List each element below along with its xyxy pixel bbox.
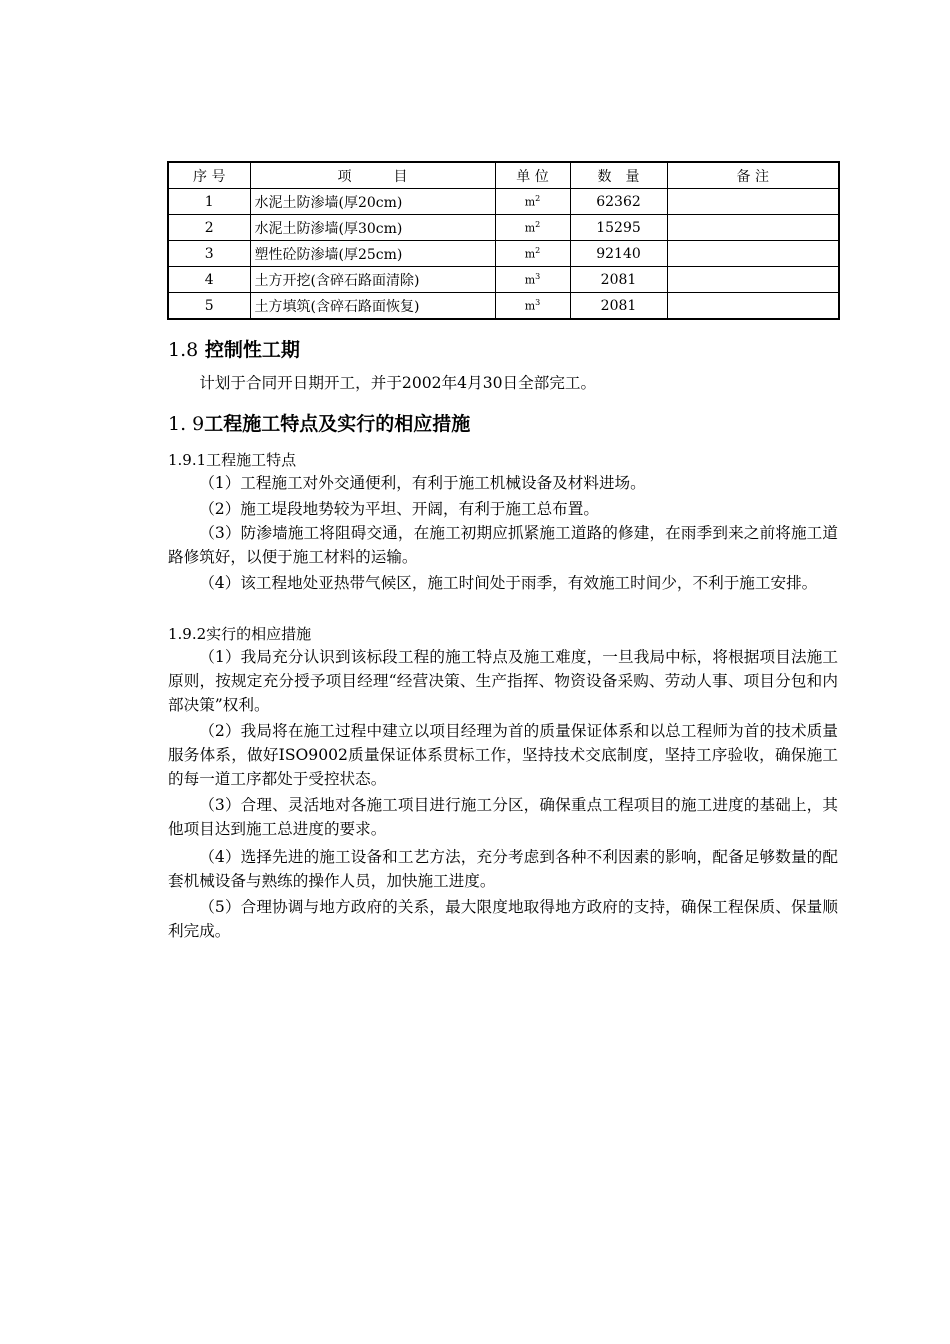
feature-paragraph: （3）防渗墙施工将阻碍交通，在施工初期应抓紧施工道路的修建，在雨季到来之前将施工道路修筑好，以便于施工材料的运输。 <box>168 524 838 566</box>
feature-paragraph: （1）工程施工对外交通便利，有利于施工机械设备及材料进场。 <box>199 474 646 492</box>
section-number: 1.8 <box>168 339 199 361</box>
table-row <box>168 241 839 267</box>
cell-note <box>667 241 839 267</box>
header-note: 备 注 <box>667 162 839 189</box>
schedule-paragraph: 计划于合同开日期开工，并于2002年4月30日全部完工。 <box>199 374 597 392</box>
section-title: 工程施工特点及实行的相应措施 <box>204 413 471 435</box>
cell-item: 土方填筑(含碎石路面恢复) <box>250 293 495 320</box>
cell-unit: $m^3$ <box>495 267 570 293</box>
measure-paragraph: （4）选择先进的施工设备和工艺方法，充分考虑到各种不利因素的影响，配备足够数量的配套机械设备与熟练的操作人员，加快施工进度。 <box>168 848 838 890</box>
cell-unit: $m^2$ <box>495 241 570 267</box>
measure-paragraph: （5）合理协调与地方政府的关系，最大限度地取得地方政府的支持，确保工程保质、保量顺利完成。 <box>168 898 838 940</box>
measure-paragraph: （3）合理、灵活地对各施工项目进行施工分区，确保重点工程项目的施工进度的基础上，其他项目达到施工总进度的要求。 <box>168 796 838 838</box>
header-unit: 单 位 <box>495 162 570 189</box>
cell-no: 4 <box>168 267 250 293</box>
header-no: 序 号 <box>168 162 250 189</box>
header-item: 项 目 <box>250 162 495 189</box>
cell-item: 土方开挖(含碎石路面清除) <box>250 267 495 293</box>
cell-item: 塑性砼防渗墙(厚25cm) <box>250 241 495 267</box>
cell-qty: 62362 <box>570 189 667 215</box>
cell-item: 水泥土防渗墙(厚20cm) <box>250 189 495 215</box>
table-row <box>168 189 839 215</box>
cell-item: 水泥土防渗墙(厚30cm) <box>250 215 495 241</box>
table-row <box>168 267 839 293</box>
cell-no: 5 <box>168 293 250 320</box>
table-row <box>168 293 839 320</box>
section-heading-1-8 <box>168 335 300 362</box>
feature-paragraph: （4）该工程地处亚热带气候区，施工时间处于雨季，有效施工时间少，不利于施工安排。 <box>199 574 818 592</box>
cell-no: 3 <box>168 241 250 267</box>
cell-note <box>667 267 839 293</box>
cell-unit: $m^2$ <box>495 215 570 241</box>
cell-note <box>667 189 839 215</box>
measure-paragraph: （1）我局充分认识到该标段工程的施工特点及施工难度，一旦我局中标，将根据项目法施工原则，按规定充分授予项目经理“经营决策、生产指挥、物资设备采购、劳动人事、项目分包和内部决策”权利。 <box>168 648 838 714</box>
cell-qty: 2081 <box>570 293 667 320</box>
cell-no: 2 <box>168 215 250 241</box>
header-qty: 数 量 <box>570 162 667 189</box>
cell-qty: 92140 <box>570 241 667 267</box>
table-row <box>168 215 839 241</box>
section-number: 1. 9 <box>168 413 205 435</box>
feature-paragraph: （2）施工堤段地势较为平坦、开阔，有利于施工总布置。 <box>199 500 599 518</box>
quantity-table <box>167 161 840 320</box>
measure-paragraph: （2）我局将在施工过程中建立以项目经理为首的质量保证体系和以总工程师为首的技术质量服务体系，做好ISO9002质量保证体系贯标工作，坚持技术交底制度，坚持工序验收，确保施工的每一道工序都处于受控状态。 <box>168 722 838 788</box>
cell-unit: $m^2$ <box>495 189 570 215</box>
cell-note <box>667 215 839 241</box>
subsection-heading-1-9-2: 1.9.2实行的相应措施 <box>168 625 312 643</box>
section-title: 控制性工期 <box>204 339 300 361</box>
table-header-row <box>168 162 839 189</box>
subsection-heading-1-9-1: 1.9.1工程施工特点 <box>168 451 297 469</box>
cell-no: 1 <box>168 189 250 215</box>
section-heading-1-9 <box>168 409 470 436</box>
cell-qty: 15295 <box>570 215 667 241</box>
cell-note <box>667 293 839 320</box>
cell-qty: 2081 <box>570 267 667 293</box>
cell-unit: $m^3$ <box>495 293 570 320</box>
